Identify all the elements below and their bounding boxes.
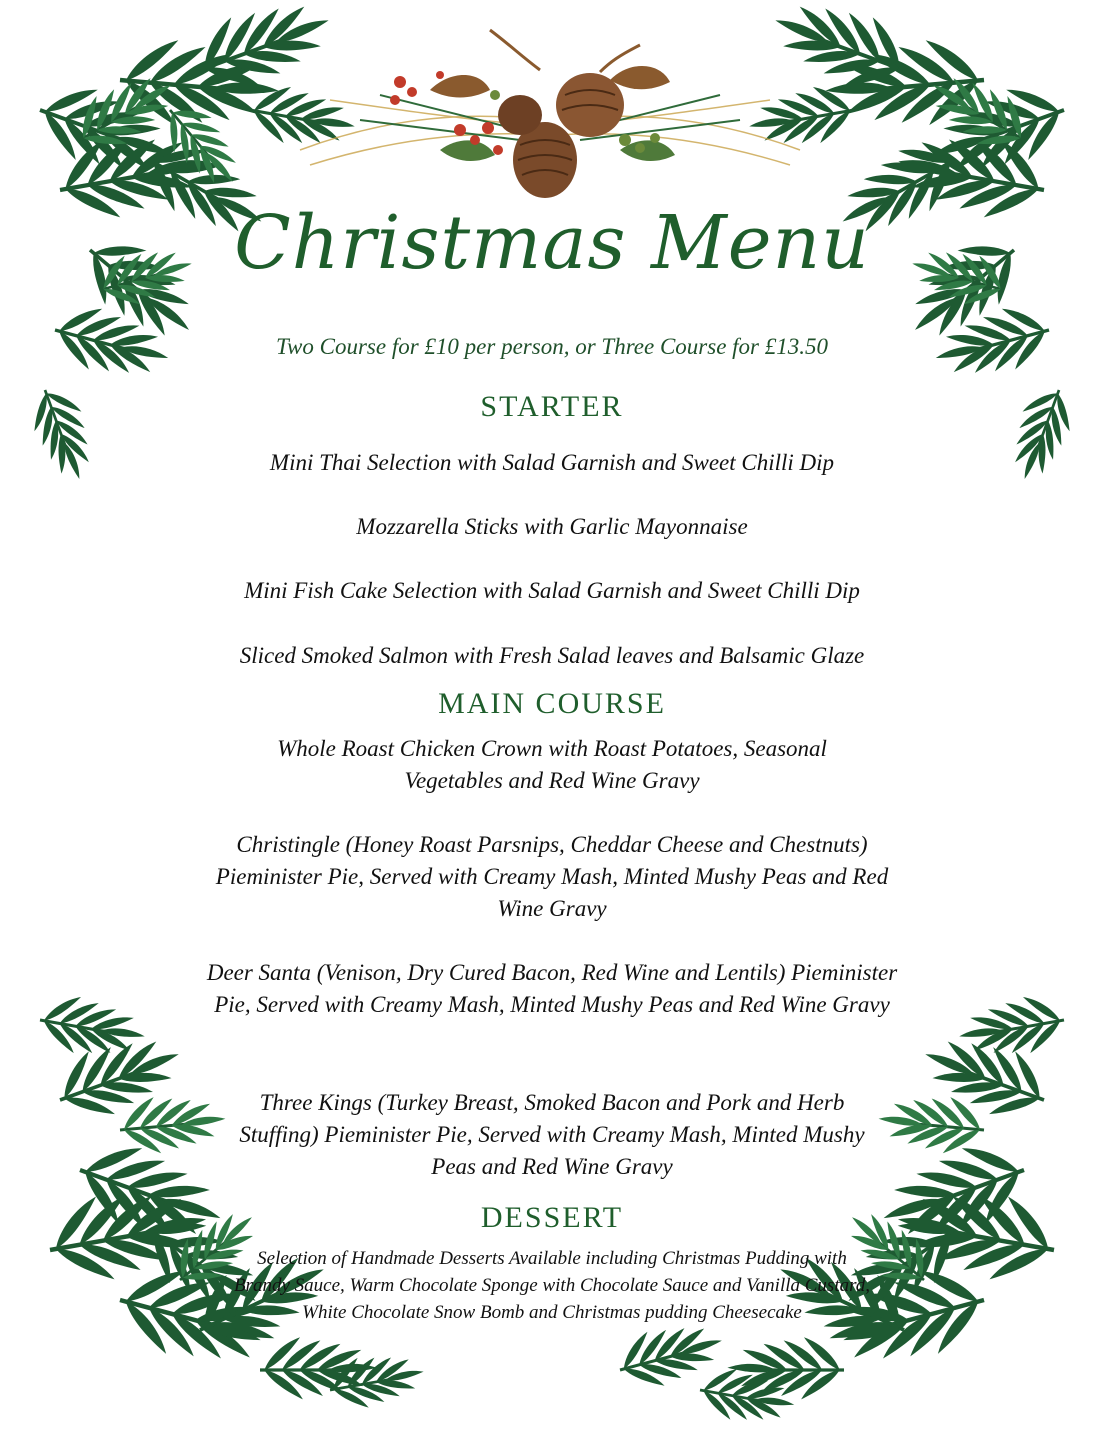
section-heading-dessert: DESSERT	[480, 1201, 624, 1234]
menu-item: Selection of Handmade Desserts Available including Christmas Pudding with Brandy Sauce, Warm Chocolate Sponge with Chocolate Sauce and Vanilla Custard, White Chocolate Snow Bomb and Christmas pudding Cheesecake	[233, 1248, 871, 1323]
menu-item: Christingle (Honey Roast Parsnips, Cheddar Cheese and Chestnuts) Pieminister Pie, Served with Creamy Mash, Minted Mushy Peas and Red Wine Gravy	[215, 832, 889, 921]
price-subtitle: Two Course for £10 per person, or Three Course for £13.50	[275, 334, 829, 359]
section-heading-starter: STARTER	[480, 390, 624, 423]
menu-item: Mini Fish Cake Selection with Salad Garnish and Sweet Chilli Dip	[244, 578, 860, 603]
menu-item: Sliced Smoked Salmon with Fresh Salad leaves and Balsamic Glaze	[239, 643, 865, 668]
section-heading-main-course: MAIN COURSE	[438, 687, 666, 720]
menu-item: Whole Roast Chicken Crown with Roast Potatoes, Seasonal Vegetables and Red Wine Gravy	[277, 736, 827, 793]
menu-item: Mozzarella Sticks with Garlic Mayonnaise	[356, 514, 748, 539]
page-title: Christmas Menu	[234, 200, 870, 286]
menu-item: Three Kings (Turkey Breast, Smoked Bacon and Pork and Herb Stuffing) Pieminister Pie, Served with Creamy Mash, Minted Mushy Peas and Red Wine Gravy	[239, 1090, 865, 1179]
menu-item: Mini Thai Selection with Salad Garnish and Sweet Chilli Dip	[269, 450, 835, 475]
menu-item: Deer Santa (Venison, Dry Cured Bacon, Red Wine and Lentils) Pieminister Pie, Served with Creamy Mash, Minted Mushy Peas and Red Wine Gravy	[206, 960, 898, 1017]
